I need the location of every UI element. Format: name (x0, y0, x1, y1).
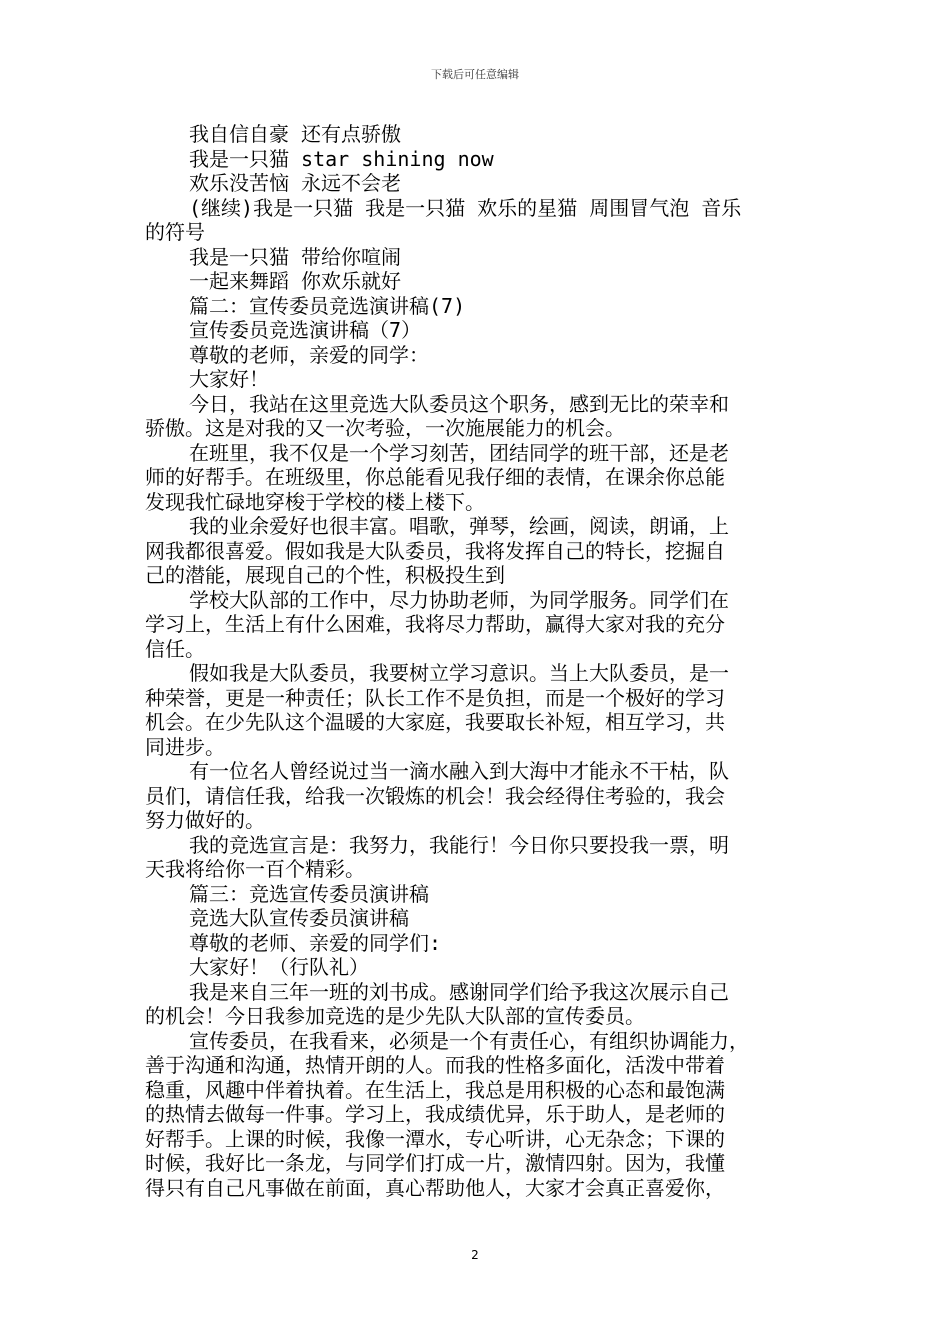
text-line: 稳重，风趣中伴着执着。在生活上，我总是用积极的心态和最饱满 (145, 1077, 725, 1102)
text-line: 我是一只猫 star shining now (189, 146, 494, 171)
text-line: 好帮手。上课的时候，我像一潭水，专心听讲，心无杂念；下课的 (145, 1126, 725, 1151)
text-line: 大家好！ (189, 367, 269, 391)
text-line: 宣传委员竞选演讲稿（7） (189, 318, 422, 342)
text-line: 骄傲。这是对我的又一次考验，一次施展能力的机会。 (145, 416, 625, 440)
text-line: 我的业余爱好也很丰富。唱歌，弹琴，绘画，阅读，朗诵，上 (189, 514, 729, 538)
text-line: 天我将给你一百个精彩。 (145, 857, 365, 881)
text-line: 在班里，我不仅是一个学习刻苦，团结同学的班干部，还是老 (189, 440, 729, 465)
text-line: 时候，我好比一条龙，与同学们打成一片，激情四射。因为，我懂 (145, 1151, 725, 1175)
text-line: 的热情去做每一件事。学习上，我成绩优异，乐于助人，是老师的 (145, 1102, 725, 1126)
text-line: 篇二：宣传委员竞选演讲稿(7) (189, 293, 466, 318)
text-line: 我是一只猫 带给你喧闹 (189, 244, 402, 269)
text-line: 竞选大队宣传委员演讲稿 (189, 906, 409, 930)
text-line: 我的竞选宣言是：我努力，我能行！今日你只要投我一票，明 (189, 832, 729, 857)
text-line: 同进步。 (145, 734, 225, 759)
text-line: 信任。 (145, 636, 205, 661)
text-line: 种荣誉，更是一种责任；队长工作不是负担，而是一个极好的学习 (145, 685, 725, 710)
text-line: 有一位名人曾经说过当一滴水融入到大海中才能永不干枯，队 (189, 759, 729, 783)
document-body (145, 122, 795, 1200)
text-line: 努力做好的。 (145, 808, 265, 832)
text-line: 发现我忙碌地穿梭于学校的楼上楼下。 (145, 489, 485, 514)
text-line: 的符号 (145, 220, 205, 244)
text-line: 得只有自己凡事做在前面，真心帮助他人，大家才会真正喜爱你， (145, 1175, 725, 1200)
text-line: 机会。在少先队这个温暖的大家庭，我要取长补短，相互学习，共 (145, 710, 725, 734)
text-line: 一起来舞蹈 你欢乐就好 (189, 269, 402, 293)
text-line: 己的潜能，展现自己的个性，积极投生到 (145, 563, 505, 587)
text-line: 师的好帮手。在班级里，你总能看见我仔细的表情，在课余你总能 (145, 465, 725, 489)
text-line: 欢乐没苦恼 永远不会老 (189, 171, 402, 195)
text-line: (继续)我是一只猫 我是一只猫 欢乐的星猫 周围冒气泡 音乐 (189, 195, 742, 220)
text-line: 大家好！（行队礼） (189, 955, 369, 979)
text-line: 善于沟通和沟通，热情开朗的人。而我的性格多面化，活泼中带着 (145, 1053, 725, 1077)
text-line: 我是来自三年一班的刘书成。感谢同学们给予我这次展示自己 (189, 979, 729, 1004)
text-line: 假如我是大队委员，我要树立学习意识。当上大队委员，是一 (189, 661, 729, 685)
text-line: 今日，我站在这里竞选大队委员这个职务，感到无比的荣幸和 (189, 391, 729, 416)
text-line: 篇三：竞选宣传委员演讲稿 (189, 881, 429, 906)
text-line: 学校大队部的工作中，尽力协助老师，为同学服务。同学们在 (189, 587, 729, 612)
text-line: 学习上，生活上有什么困难，我将尽力帮助，赢得大家对我的充分 (145, 612, 725, 636)
text-line: 宣传委员，在我看来，必须是一个有责任心，有组织协调能力， (189, 1028, 749, 1053)
text-line: 我自信自豪 还有点骄傲 (189, 122, 402, 146)
text-line: 尊敬的老师、亲爱的同学们: (189, 930, 442, 955)
page-number: 2 (471, 1248, 479, 1262)
text-line: 网我都很喜爱。假如我是大队委员，我将发挥自己的特长，挖掘自 (145, 538, 725, 563)
text-line: 员们，请信任我，给我一次锻炼的机会！我会经得住考验的，我会 (145, 783, 725, 808)
text-line: 的机会！今日我参加竞选的是少先队大队部的宣传委员。 (145, 1004, 645, 1028)
text-line: 尊敬的老师，亲爱的同学： (189, 342, 429, 367)
header-note: 下载后可任意编辑 (431, 68, 519, 81)
